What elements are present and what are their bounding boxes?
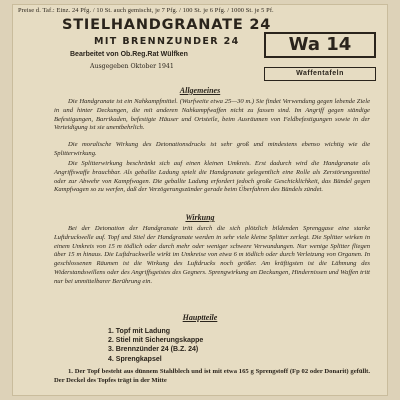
sheet-code-box: Wa 14 — [264, 32, 376, 58]
effect-paragraph: Bei der Detonation der Handgranate tritt durch die sich plötzlich bildenden Sprenggase eine starke Luftdruckwelle auf. Topf und Stiel der Handgranate werden in sehr viele kleine Splitter zerlegt. Die Splitter wirken in einem Umkreis von 15 m tödlich oder durch mehr oder weniger schwere Verwundungen. Nur wenige Splitter fliegen über 15 m hinaus. Die Luftdruckwelle wirkt im Umkreise von etwa 6 m tödlich oder durch Verletzung von Organen. In geschlossenen Räumen ist die Wirkung des Luftdrucks noch größer. Am kräftigsten ist die Lähmung des Widerstandswillens oder des Angriffsgeistes des Gegners. Sprengwirkung an Deckungen, Hindernissen und Waffen tritt nur bei unmittelbarer Berührung ein. — [54, 225, 370, 285]
document-title: STIELHANDGRANATE 24 — [62, 17, 272, 33]
general-paragraph-1: Die Handgranate ist ein Nahkampfmittel. (Wurfweite etwa 25—30 m.) Sie findet Verwendung gegen lebende Ziele in und hinter Deckungen, die mit anderen Nahkampfwaffen nicht zu fassen sind. Im Angriff gegen ständige Befestigungen, Barrikaden, befestigte Häuser und Ortsteile, beim Ausräumen von Feldbefestigungen sowie in der Verteidigung ist sie unentbehrlich. — [54, 98, 370, 132]
price-line: Preise d. Taf.: Einz. 24 Pfg. / 10 St. auch gemischt, je 7 Pfg. / 100 St. je 6 Pfg. / 1000 St. je 5 Pf. — [18, 7, 274, 14]
series-label-box: Waffentafeln — [264, 67, 376, 81]
heading-general: Allgemeines — [179, 86, 221, 95]
document-subtitle: MIT BRENNZUNDER 24 — [94, 36, 240, 47]
document-sheet — [12, 4, 388, 396]
general-paragraph-2: Die moralische Wirkung des Detonationsdrucks ist sehr groß und mindestens ebenso wichtig wie die Splitterwirkung. — [54, 141, 370, 157]
list-item: 3. Brennzünder 24 (B.Z. 24) — [108, 346, 199, 354]
main-parts-list — [108, 327, 203, 364]
list-item: 1. Topf mit Ladung — [108, 328, 171, 335]
list-item: 4. Sprengkapsel — [108, 355, 162, 363]
parts-paragraph-1: 1. Der Topf besteht aus dünnem Stahlblech und ist mit etwa 165 g Sprengstoff (Fp 02 oder Donarit) gefüllt. Der Deckel des Topfes trägt in der Mitte — [54, 368, 370, 384]
author-line: Bearbeitet von Ob.Reg.Rat Wülfken — [70, 51, 188, 58]
list-item: 2. Stiel mit Sicherungskappe — [108, 337, 204, 345]
heading-main-parts: Hauptteile — [182, 313, 218, 322]
issue-date: Ausgegeben Oktober 1941 — [90, 63, 174, 70]
heading-effect: Wirkung — [185, 213, 215, 222]
general-paragraph-3: Die Splitterwirkung beschränkt sich auf einen kleinen Umkreis. Erst dadurch wird die Handgranate als Angriffswaffe brauchbar. Als geballte Ladung spielt die Handgranate gelegentlich eine Rolle als Zerstörungsmittel oder zur Abwehr von Kampfwagen. Die geballte Ladung erfordert jedoch große Geschicklichkeit, das Bündel gegen Kampfwagen so zu werfen, daß der Verzögerungszünder gerade beim Überfahren des Bündels zündet. — [54, 160, 370, 194]
